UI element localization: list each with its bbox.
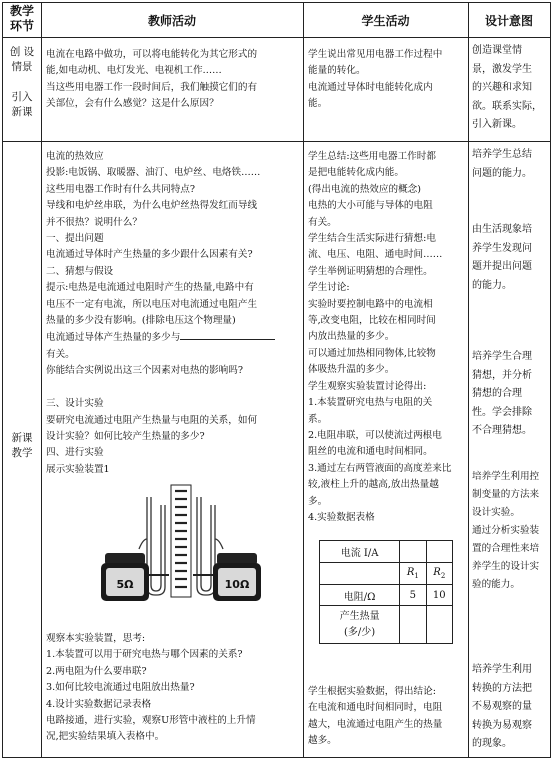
text-line: 电流通过导体时电能转化成内 [308, 81, 433, 93]
text-line: 的现象。 [472, 738, 512, 749]
stage-line: 情景 [11, 61, 33, 73]
header-stage [3, 4, 41, 34]
empty-cell [400, 541, 426, 563]
text-line: 问题的能力。 [472, 167, 532, 179]
text-line: 置的合理性来培 [472, 543, 540, 554]
text-line: (得出电流的热效应的概念) [308, 183, 422, 195]
text-line: 电流在电路中做功，可以将电能转化为其它形式的 [46, 49, 258, 60]
text-line: 电热的大小可能与导体的电阻 [308, 200, 433, 212]
left-resistor-label: 5Ω [116, 578, 134, 591]
text-line: 由生活现象培 [472, 224, 532, 235]
intent-group-design [472, 468, 550, 594]
text-fragment: 电流通过导体产生热量的多少与 [46, 332, 181, 344]
right-connector-tube [215, 539, 223, 549]
stage-line: 教学 [11, 447, 33, 459]
text-line: 创造课堂情 [472, 45, 522, 56]
text-line: 3.如何比较电流通过电阻放出热量? [46, 682, 195, 694]
data-table-row [320, 541, 453, 563]
text-line: 培养学生利用控 [472, 471, 540, 482]
intent-group-conversion [472, 661, 550, 754]
text-line: 学生结合生活实际进行猜想:电 [308, 233, 436, 245]
text-line: 实验时要控制电路中的电流相 [308, 298, 433, 310]
data-table-row [320, 563, 453, 585]
text-line: 能量的转化。 [308, 65, 366, 77]
text-line: 在电流和通电时间相同时，电阻 [308, 702, 443, 714]
text-line: 阻丝的电流和通电时间相同。 [308, 446, 433, 458]
text-line: 培养学生合理 [472, 351, 532, 362]
intent-group-hypothesis [472, 348, 550, 441]
text-line: 通过分析实验装 [472, 525, 540, 536]
r1-subscript: 1 [414, 572, 419, 580]
text-line: 导线和电炉丝串联，为什么电炉丝热得发红而导线 [46, 200, 258, 212]
text-line: 较,液柱上升的越高,放出热量越 [308, 479, 439, 491]
row2-teacher-after-figure [46, 631, 301, 746]
text-line: 展示实验装置1 [46, 463, 110, 475]
stage-line: 新课 [11, 106, 33, 118]
current-label-cell: 电流 I/A [320, 541, 400, 563]
text-line: 能,如电动机、电灯发光、电视机工作…… [46, 65, 222, 77]
text-line: 是把电能转化成内能。 [308, 167, 404, 179]
text-line: 学生说出常见用电器工作过程中 [308, 49, 443, 60]
heat-label-line: (多/少) [344, 626, 376, 638]
header-stage-line: 环节 [9, 19, 34, 33]
text-line: 观察本实验装置，思考: [46, 633, 146, 644]
text-line: 学生根据实验数据，得出结论: [308, 686, 436, 697]
text-line: 转换为易观察 [472, 719, 532, 731]
text-line: 电流的热效应 [46, 151, 104, 162]
text-line: 性。学会排除 [472, 406, 532, 418]
right-jar [193, 553, 261, 601]
text-line: 学生观察实验装置讨论得出: [308, 380, 427, 392]
text-line: 二、猜想与假设 [46, 265, 114, 277]
text-line: 一、提出问题 [46, 233, 104, 245]
text-line: 的兴趣和求知 [472, 82, 532, 93]
header-stage-line: 教学 [9, 4, 34, 18]
data-record-table [319, 540, 453, 644]
intent-group-summary [472, 146, 550, 183]
stage-line: 引入 [11, 91, 33, 103]
text-line: 能。 [308, 98, 328, 110]
resistance-value-cell: 5 [400, 585, 426, 606]
text-line: 当这些用电器工作一段时间后，我们触摸它们的有 [46, 81, 258, 93]
text-line: 提示:电热是电流通过电阻时产生的热量,电路中有 [46, 282, 254, 294]
r1-header-cell [400, 563, 426, 585]
row2-student-conclusion [308, 684, 466, 750]
text-line: 三、设计实验 [46, 398, 104, 410]
text-line: 并不很热？说明什么？ [46, 216, 142, 228]
text-line: 系。 [308, 413, 328, 425]
column-divider [468, 3, 469, 757]
text-line: 越大，电流通过电阻产生的热量 [308, 718, 443, 730]
text-line: 体吸热升温的多少。 [308, 364, 395, 376]
column-divider [41, 3, 42, 757]
text-line: 越多。 [308, 735, 337, 747]
header-intent: 设计意图 [484, 14, 533, 28]
text-line: 引入新课。 [472, 119, 522, 130]
text-line: 转换的方法把 [472, 682, 532, 694]
header-student: 学生活动 [361, 14, 410, 28]
row2-student [308, 149, 466, 526]
text-line: 1.本装置研究电热与电阻的关 [308, 397, 433, 409]
text-line: 培养学生总结 [472, 149, 532, 160]
row1-stage [3, 45, 41, 120]
r2-header-cell [426, 563, 452, 585]
stage-line: 创 设 [9, 46, 35, 58]
lesson-plan-table [2, 2, 551, 758]
text-line: 不易观察的量 [472, 701, 532, 712]
text-line: 电流通过导体时产生热量的多少跟什么因素有关? [46, 249, 253, 261]
text-line: 的能力。 [472, 279, 512, 291]
right-resistor-label: 10Ω [224, 578, 250, 591]
text-line: 内放出热量的多少。 [308, 331, 395, 343]
text-line: 要研究电流通过电阻产生热量与电阻的关系，如何 [46, 414, 258, 426]
intent-group-questioning [472, 221, 550, 295]
text-line: 投影:电饭锅、取暖器、油汀、电炉丝、电烙铁…… [46, 167, 261, 179]
heat-label-line: 产生热量 [339, 610, 380, 622]
text-line: 电压不一定有电流，所以电压对电流通过电阻产生 [46, 298, 258, 310]
text-line: 电路接通，进行实验，观察U形管中液柱的上升情 [46, 715, 256, 727]
text-line: 设计实验。 [472, 507, 520, 518]
r2-symbol: R [433, 567, 441, 578]
resistance-value-cell: 10 [426, 585, 452, 606]
text-line: 学生讨论: [308, 282, 350, 294]
right-u-tube [197, 497, 215, 595]
text-line: 学生举例证明猜想的合理性。 [308, 265, 433, 277]
text-line: 养学生发现问 [472, 242, 532, 254]
text-line: 设计实验？如何比较产生热量的多少? [46, 430, 205, 442]
text-line: 有关。 [46, 348, 75, 360]
left-u-tube [147, 497, 165, 595]
row1-teacher [46, 47, 300, 113]
row2-stage [3, 431, 41, 461]
text-line: 多。 [308, 495, 328, 507]
scale-ruler [171, 485, 191, 597]
text-line: 四、进行实验 [46, 447, 104, 459]
text-line: 学生总结:这些用电器工作时都 [308, 151, 436, 162]
text-line: 1.本装置可以用于研究电热与哪个因素的关系? [46, 649, 243, 661]
text-line: 景，激发学生 [472, 63, 532, 75]
text-line: 况,把实验结果填入表格中。 [46, 731, 165, 743]
data-table-row [320, 585, 453, 606]
row-divider [3, 37, 550, 38]
text-line: 制变量的方法来 [472, 489, 540, 500]
text-spacer [46, 380, 301, 396]
text-line: 流、电压、电阻、通电时间…… [308, 249, 443, 261]
experiment-apparatus-figure [91, 479, 271, 607]
stage-spacer [3, 75, 41, 90]
text-line: 这些用电器工作时有什么共同特点? [46, 183, 196, 195]
column-divider [303, 3, 304, 757]
text-line: 不合理猜想。 [472, 425, 532, 436]
text-line: 猜想的合理 [472, 388, 522, 399]
row-divider [3, 141, 550, 142]
stage-line: 新课 [11, 432, 33, 444]
text-line: 验的能力。 [472, 579, 520, 590]
empty-cell [320, 563, 400, 585]
text-line: 等,改变电阻，比较在相同时间 [308, 315, 436, 327]
empty-cell [426, 541, 452, 563]
text-line: 4.设计实验数据记录表格 [46, 698, 152, 710]
text-line: 2.电阻串联，可以使流过两根电 [308, 429, 442, 441]
text-line: 猜想，并分析 [472, 369, 532, 381]
text-line: 关部位，会有什么感觉？这是什么原因？ [46, 98, 219, 110]
text-line: 欲。联系实际， [472, 100, 542, 112]
left-jar [101, 553, 169, 601]
r2-subscript: 2 [440, 572, 446, 580]
text-line: 可以通过加热相同物体,比较物 [308, 347, 436, 359]
row1-intent [472, 42, 550, 135]
text-line: 热量的多少没有影响。(排除电压这个物理量) [46, 315, 236, 327]
fill-in-blank [180, 329, 275, 340]
r1-symbol: R [406, 567, 415, 578]
text-line-with-blank [46, 329, 301, 346]
text-line: 2.两电阻为什么要串联? [46, 665, 147, 677]
text-line: 你能结合实例说出这三个因素对电热的影响吗? [46, 365, 244, 377]
text-line: 3.通过左右两管液面的高度差来比 [308, 462, 452, 474]
text-line: 培养学生利用 [472, 664, 532, 675]
empty-cell [400, 606, 426, 644]
text-line: 题并提出问题 [472, 261, 532, 272]
header-teacher: 教师活动 [147, 14, 196, 28]
text-line: 有关。 [308, 216, 337, 228]
heat-label-cell [320, 606, 400, 644]
row2-teacher [46, 149, 301, 478]
text-line: 养学生的设计实 [472, 561, 540, 572]
empty-cell [426, 606, 452, 644]
text-line: 4.实验数据表格 [308, 511, 375, 523]
resistance-label-cell: 电阻/Ω [320, 585, 400, 606]
data-table-row [320, 606, 453, 644]
row1-student [308, 47, 466, 113]
left-connector-tube [139, 539, 147, 549]
